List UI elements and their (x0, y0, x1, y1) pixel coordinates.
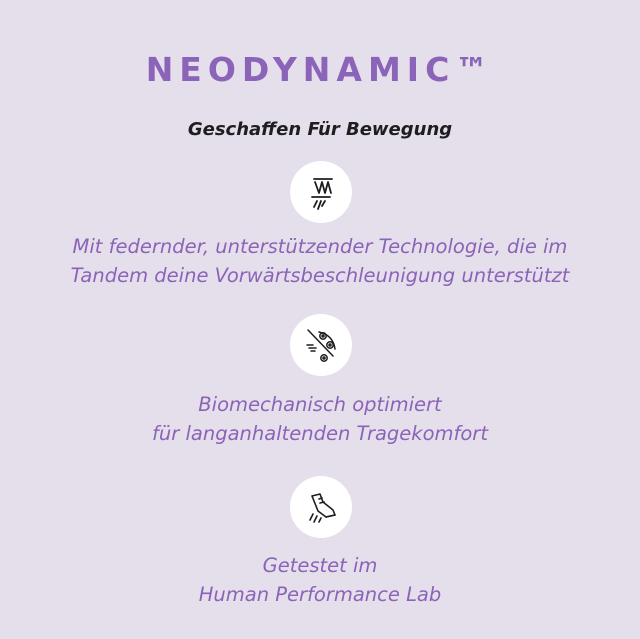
feature-line: Tandem deine Vorwärtsbeschleunigung unterstützt (70, 264, 570, 287)
running-shoe-icon-badge (290, 476, 352, 538)
tagline: Geschaffen Für Bewegung (187, 119, 453, 140)
feature-spring-text (0, 232, 640, 290)
running-shoe-icon (299, 485, 343, 529)
gears-motion-icon-badge (290, 314, 352, 376)
gears-motion-icon (299, 323, 343, 367)
feature-line: Mit federnder, unterstützender Technologie, die im (72, 235, 568, 258)
feature-biomechanics-text (0, 390, 640, 448)
feature-line: Getestet im (262, 554, 378, 577)
feature-lab-text (0, 551, 640, 609)
feature-line: Biomechanisch optimiert (198, 393, 442, 416)
spring-icon-badge (290, 161, 352, 223)
spring-icon (299, 170, 343, 214)
feature-line: für langanhaltenden Tragekomfort (152, 422, 488, 445)
brand-title: NEODYNAMIC™ (145, 50, 495, 89)
feature-line: Human Performance Lab (198, 583, 442, 606)
